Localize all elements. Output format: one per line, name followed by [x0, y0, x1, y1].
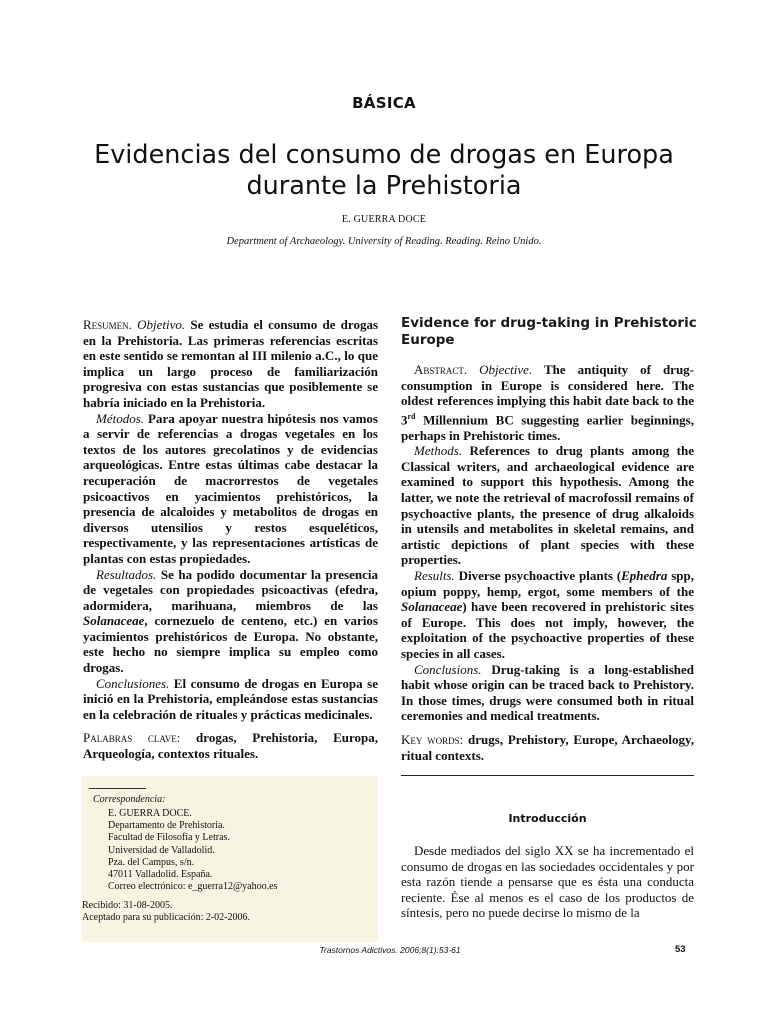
abstract-objective [401, 362, 694, 443]
results-text-a: Diverse psychoactive plants ( [454, 568, 622, 584]
section-tag: BÁSICA [352, 94, 416, 112]
resultados-label: Resultados. [96, 566, 157, 582]
author: E. GUERRA DOCE [341, 214, 427, 225]
objetivo-label: Objetivo. [137, 317, 186, 332]
palabras-clave-label: Palabras clave: [83, 730, 181, 746]
conclusiones-label: Conclusiones. [96, 675, 170, 691]
palabras-clave [83, 730, 378, 761]
article-title [40, 140, 728, 202]
accepted-date: Aceptado para su publicación: 2-02-2006. [82, 912, 251, 924]
metodos-label: Métodos. [96, 410, 145, 426]
abstract-results [401, 568, 694, 662]
objective-sup: rd [407, 411, 416, 421]
title-line-2: durante la Prehistoria [246, 171, 522, 201]
correspondence-address [108, 808, 277, 893]
correspondence-line: Facultad de Filosofía y Letras. [108, 832, 230, 844]
results-italic-2: Solanaceae [401, 599, 463, 615]
intro-heading: Introducción [508, 812, 587, 825]
correspondence-email: Correo electrónico: e_guerra12@yahoo.es [108, 881, 278, 893]
abstract-label: Abstract. [414, 362, 468, 377]
resumen-column [83, 317, 378, 762]
metodos-text: Para apoyar nuestra hipótesis nos vamos a servir de referencias a drogas vegetales en los textos de los autores grecolatinos y de evidencias arqueológicas. Entre estas últimas cabe destacar la recuperación de macrorrestos de vegetales psicoactivos en yacimientos prehistóricos, la presencia de alcaloides y metabolitos de drogas en diversos utensilios y restos esqueléticos, respectivamente, y las representaciones artísticas de plantas con estas propiedades. [83, 410, 378, 566]
correspondence-line: Universidad de Valladolid. [108, 844, 215, 856]
correspondence-label: Correspondencia: [93, 794, 166, 805]
resumen-objetivo [83, 317, 378, 411]
results-italic-1: Ephedra [621, 568, 668, 584]
correspondence-line: Pza. del Campus, s/n. [108, 856, 195, 868]
results-text-c: ) have been recovered in prehistoric sites of Europe. This does not imply, however, the exploitation of the psychoactive properties of these species in all cases. [401, 599, 694, 662]
resultados-text-b: , cornezuelo de centeno, etc.) en varios yacimientos prehistóricos de Europa. No obstante, este hecho no siempre implica su empleo como drogas. [83, 613, 378, 676]
correspondence-line: 47011 Valladolid. España. [108, 869, 213, 881]
correspondence-line: E. GUERRA DOCE. [108, 808, 192, 819]
submission-dates [82, 900, 250, 924]
journal-citation: Trastornos Adictivos. 2006;8(1):53-61 [319, 945, 461, 955]
results-text-b: spp, opium poppy, hemp, ergot, some members of the [401, 568, 694, 599]
conclusions-label: Conclusions. [414, 661, 482, 677]
results-label: Results. [414, 568, 455, 584]
resultados-italic: Solanaceae [83, 613, 145, 629]
resumen-resultados [83, 567, 378, 676]
resultados-text-a: Se ha podido documentar la presencia de vegetales con propiedades psicoactivas (efedra, adormidera, marihuana, miembros de las [83, 566, 378, 613]
abstract-conclusions [401, 662, 694, 724]
palabras-clave-text: drogas, Prehistoria, Europa, Arqueología, contextos rituales. [83, 730, 379, 762]
correspondence-line: Departamento de Prehistoria. [108, 820, 225, 832]
abstract-column [401, 362, 694, 763]
conclusiones-text: El consumo de drogas en Europa se inició en la Prehistoria, empleándose estas sustancias en la celebración de rituales y prácticas medicinales. [83, 675, 378, 722]
key-words-text: drugs, Prehistory, Europe, Archaeology, ritual contexts. [401, 731, 695, 763]
objective-text-a: The antiquity of drug-consumption in Europe is considered here. The oldest references implying this habit date back to the 3 [401, 362, 694, 428]
english-title: Evidence for drug-taking in Prehistoric Europe [401, 315, 697, 348]
title-line-1: Evidencias del consumo de drogas en Europa [94, 140, 674, 170]
received-date: Recibido: 31-08-2005. [82, 900, 173, 911]
intro-paragraph: Desde mediados del siglo XX se ha incrementado el consumo de drogas en las sociedades occidentales y por esta razón tiende a pensarse que es ésta una conducta reciente. Ése al menos es el caso de los productos de síntesis, pero no puede decirse lo mismo de la [401, 843, 694, 920]
objective-label: Objective. [479, 362, 533, 377]
abstract-divider [401, 775, 694, 776]
intro-body [401, 843, 694, 921]
affiliation: Department of Archaeology. University of Reading. Reading. Reino Unido. [226, 236, 542, 247]
methods-text: References to drug plants among the Classical writers, and archaeological evidence are examined to support this hypothesis. Among the latter, we note the retrieval of macrofossil remains of psychoactive plants, the presence of drug alkaloids in utensils and metabolites in skeletal remains, and artistic depictions of plant species with these properties. [401, 443, 694, 568]
resumen-metodos [83, 411, 378, 567]
objective-text-b: Millennium BC suggesting earlier beginnings, perhaps in Prehistoric times. [401, 412, 694, 443]
resumen-conclusiones [83, 676, 378, 723]
abstract-methods [401, 443, 694, 568]
methods-label: Methods. [414, 443, 463, 459]
page-number: 53 [675, 944, 686, 955]
objetivo-text: Se estudia el consumo de drogas en la Prehistoria. Las primeras referencias escritas en este sentido se remontan al III milenio a.C., lo que implica un largo proceso de familiarización progresiva con estas sustancias que posiblemente se habría iniciado en la Prehistoria. [83, 317, 378, 410]
conclusions-text: Drug-taking is a long-established habit whose origin can be traced back to Prehistory. In those times, drugs were consumed both in ritual ceremonies and medical treatments. [401, 661, 694, 724]
resumen-label: Resumen. [83, 317, 132, 332]
correspondence-rule [89, 788, 146, 789]
key-words [401, 732, 694, 763]
key-words-label: Key words: [401, 731, 464, 747]
